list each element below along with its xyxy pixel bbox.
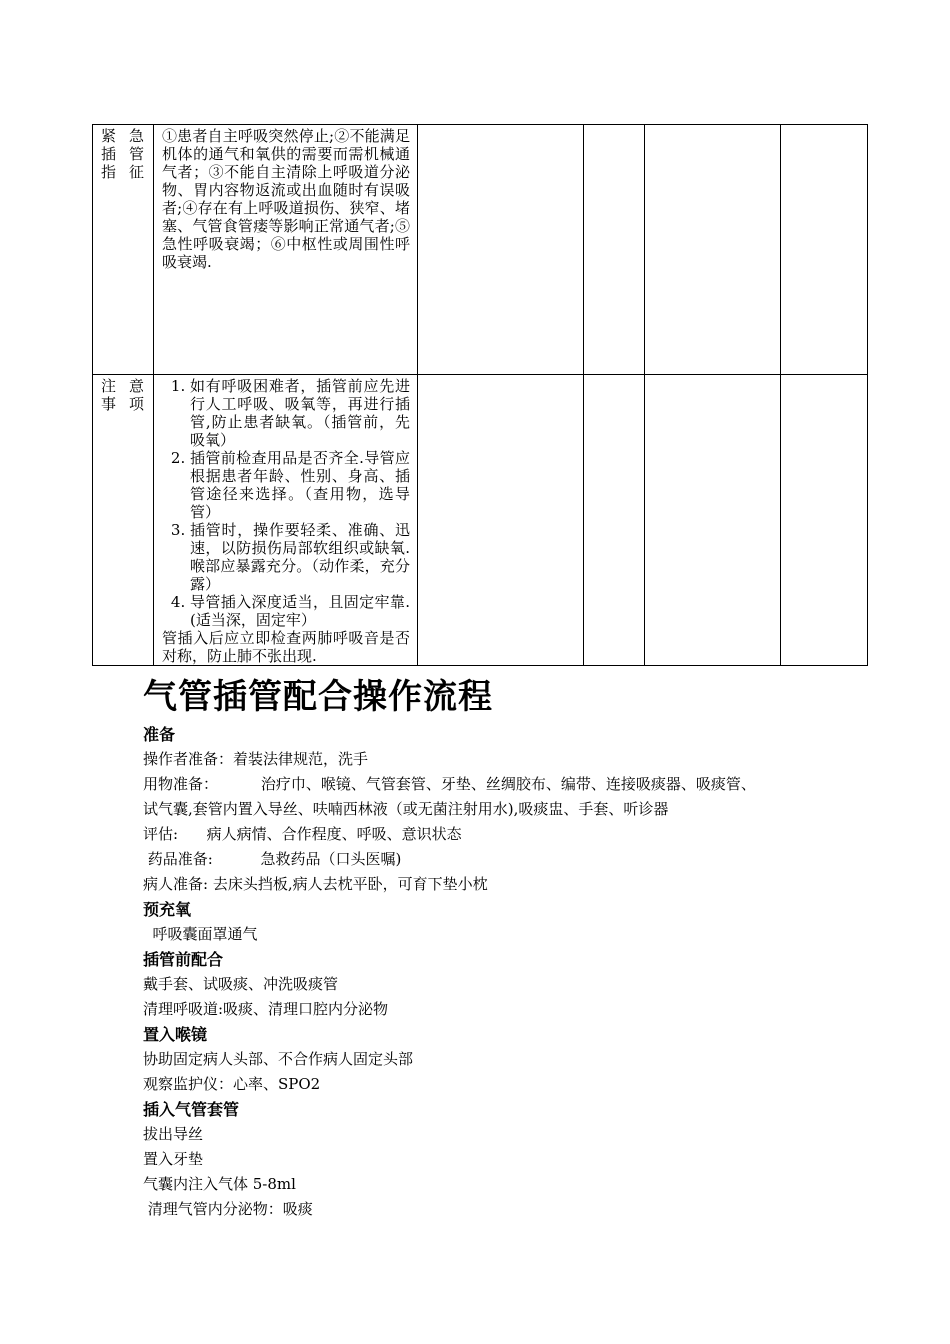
row-label: 注意事项	[101, 377, 145, 413]
row-label-cell	[93, 125, 154, 375]
section-line: 拔出导丝	[143, 1125, 204, 1143]
empty-cell	[418, 125, 584, 375]
section-heading: 预充氧	[143, 900, 192, 919]
procedure-table	[92, 124, 868, 666]
section-heading: 置入喉镜	[143, 1025, 208, 1044]
list-item: 1. 如有呼吸困难者，插管前应先进行人工呼吸、吸氧等，再进行插管,防止患者缺氧。（插管前，先吸氧）	[190, 377, 410, 449]
section-line: 气囊内注入气体 5-8ml	[143, 1175, 296, 1193]
row-content-cell	[154, 125, 418, 375]
section-line: 操作者准备：着装法律规范，洗手	[143, 750, 369, 768]
notes-list	[162, 377, 410, 629]
section-line: 观察监护仪：心率、SPO2	[143, 1075, 321, 1093]
procedure-document	[143, 676, 843, 1222]
section-line: 病人准备: 去床头挡板,病人去枕平卧，可育下垫小枕	[143, 875, 488, 893]
row-label: 紧急插管指征	[101, 127, 145, 181]
empty-cell	[418, 375, 584, 666]
empty-cell	[781, 125, 868, 375]
row-label-cell	[93, 375, 154, 666]
empty-cell	[645, 125, 781, 375]
row-content-cell	[154, 375, 418, 666]
section-heading: 准备	[143, 725, 176, 744]
section-line: 用物准备： 治疗巾、喉镜、气管套管、牙垫、丝绸胶布、编带、连接吸痰器、吸痰管、	[143, 775, 756, 793]
section-line: 戴手套、试吸痰、冲洗吸痰管	[143, 975, 339, 993]
section-line: 呼吸囊面罩通气	[143, 925, 258, 943]
section-line: 清理气管内分泌物：吸痰	[143, 1200, 313, 1218]
empty-cell	[584, 125, 645, 375]
section-line: 试气囊,套管内置入导丝、呋喃西林液（或无菌注射用水),吸痰盅、手套、听诊器	[143, 800, 669, 818]
section-line: 协助固定病人头部、不合作病人固定头部	[143, 1050, 414, 1068]
empty-cell	[781, 375, 868, 666]
notes-content	[154, 375, 417, 665]
section-line: 置入牙垫	[143, 1150, 204, 1168]
section-heading: 插管前配合	[143, 950, 224, 969]
page-title: 气管插管配合操作流程	[143, 677, 493, 717]
empty-cell	[584, 375, 645, 666]
list-item: 3. 插管时，操作要轻柔、准确、迅速，以防损伤局部软组织或缺氧.喉部应暴露充分。（动作柔，充分露）	[190, 521, 410, 593]
empty-cell	[645, 375, 781, 666]
notes-tail: 管插入后应立即检查两肺呼吸音是否对称，防止肺不张出现.	[162, 629, 410, 665]
list-item: 2. 插管前检查用品是否齐全.导管应根据患者年龄、性别、身高、插管途径来选择。（查用物，选导管）	[190, 449, 410, 521]
section-line: 评估: 病人病情、合作程度、呼吸、意识状态	[143, 825, 462, 843]
section-line: 清理呼吸道:吸痰、清理口腔内分泌物	[143, 1000, 389, 1018]
indications-text: ①患者自主呼吸突然停止;②不能满足机体的通气和氧供的需要而需机械通气者；③不能自主清除上呼吸道分泌物、胃内容物返流或出血随时有误吸者;④存在有上呼吸道损伤、狭窄、堵塞、气管食管瘘等影响正常通气者;⑤急性呼吸衰竭；⑥中枢性或周围性呼吸衰竭.	[162, 127, 410, 271]
list-item: 4. 导管插入深度适当，且固定牢靠.(适当深，固定牢）	[190, 593, 410, 629]
section-heading: 插入气管套管	[143, 1100, 240, 1119]
table-row	[93, 125, 868, 375]
table-row	[93, 375, 868, 666]
section-line: 药品准备: 急救药品（口头医嘱)	[143, 850, 402, 868]
